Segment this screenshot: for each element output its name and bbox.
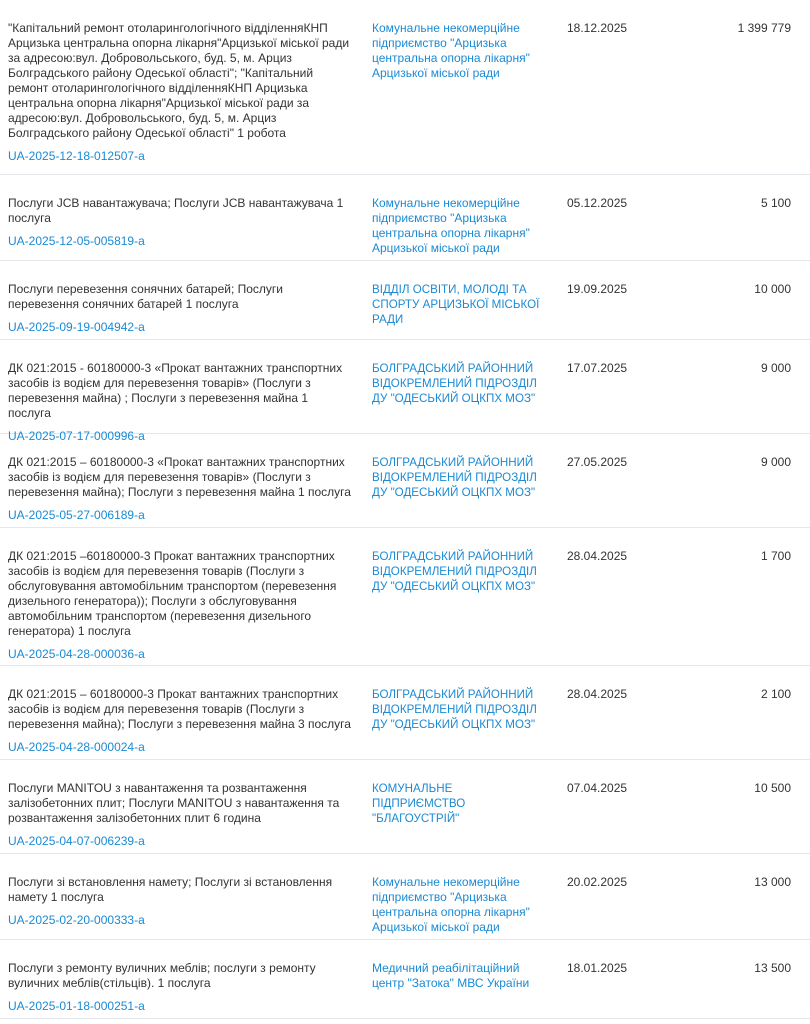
- tender-organization-link[interactable]: ВІДДІЛ ОСВІТИ, МОЛОДІ ТА СПОРТУ АРЦИЗЬКОЇ МІСЬКОЇ РАДИ: [372, 283, 540, 326]
- tender-description-cell: [8, 781, 353, 849]
- tender-date: 27.05.2025: [567, 455, 628, 469]
- table-row: [0, 940, 810, 1019]
- tender-date: 28.04.2025: [567, 549, 628, 563]
- tender-description: Послуги з ремонту вуличних меблів; послуги з ремонту вуличних меблів(стільців). 1 послуга: [8, 961, 316, 990]
- tender-description-cell: [8, 875, 353, 928]
- tender-date: 19.09.2025: [567, 282, 628, 296]
- tender-description: Послуги перевезення сонячних батарей; Послуги перевезення сонячних батарей 1 послуга: [8, 282, 284, 311]
- tender-organization-link[interactable]: БОЛГРАДСЬКИЙ РАЙОННИЙ ВІДОКРЕМЛЕНИЙ ПІДРОЗДІЛ ДУ "ОДЕСЬКИЙ ОЦКПХ МОЗ": [372, 456, 537, 499]
- table-row: [0, 666, 810, 760]
- tender-description-cell: [8, 21, 353, 164]
- tender-description: ДК 021:2015 – 60180000-3 «Прокат вантажних транспортних засобів із водієм для перевезення товарів» (Послуги з перевезення майна); Послуги з перевезення майна 1 послуга: [8, 455, 351, 499]
- tender-date: 20.02.2025: [567, 875, 628, 889]
- tender-description: Послуги MANITOU з навантаження та розвантаження залізобетонних плит; Послуги MANITOU з навантаження та розвантаження залізобетонних плит 6 година: [8, 781, 340, 825]
- tender-organization-link[interactable]: БОЛГРАДСЬКИЙ РАЙОННИЙ ВІДОКРЕМЛЕНИЙ ПІДРОЗДІЛ ДУ "ОДЕСЬКИЙ ОЦКПХ МОЗ": [372, 550, 537, 593]
- tender-description: "Капітальний ремонт отоларингологічного відділенняКНП Арцизька центральна опорна лікарня"Арцизької міської ради за адресою:вул. Добровольського, буд. 5, м. Арциз Болградського району Одеської області"; "Капітальний ремонт отоларингологічного відділенняКНП Арцизька центральна опорна лікарня"Арцизької міської ради за адресою:вул. Добровольського, буд. 5, м. Арциз Болградського району Одеської області" 1 робота: [8, 21, 350, 140]
- tender-date: 28.04.2025: [567, 687, 628, 701]
- table-row: [0, 175, 810, 261]
- tender-amount: 2 100: [760, 687, 791, 701]
- tender-organization-link[interactable]: Комунальне некомерційне підприємство "Арцизька центральна опорна лікарня" Арцизької міської ради: [372, 21, 530, 80]
- tender-description: Послуги JCB навантажувача; Послуги JCB навантажувача 1 послуга: [8, 196, 344, 225]
- tender-id-link[interactable]: UA-2025-12-05-005819-a: [8, 234, 145, 248]
- tender-date: 05.12.2025: [567, 196, 628, 210]
- tender-description-cell: [8, 549, 353, 662]
- tender-description-cell: [8, 196, 353, 249]
- tender-organization-link[interactable]: Медичний реабілітаційний центр "Затока" МВС України: [372, 961, 530, 990]
- tender-id-link[interactable]: UA-2025-04-07-006239-a: [8, 834, 145, 848]
- tender-description-cell: [8, 961, 353, 1014]
- tender-id-link[interactable]: UA-2025-01-18-000251-a: [8, 999, 145, 1013]
- tender-amount: 9 000: [760, 361, 791, 375]
- table-row: [0, 854, 810, 940]
- tender-amount: 10 000: [754, 282, 791, 296]
- tender-amount: 1 700: [760, 549, 791, 563]
- tender-id-link[interactable]: UA-2025-07-17-000996-a: [8, 429, 145, 443]
- tender-amount: 13 000: [754, 875, 791, 889]
- tender-description: ДК 021:2015 – 60180000-3 Прокат вантажних транспортних засобів із водієм для перевезення товарів (Послуги з перевезення майна); Послуги з перевезення майна 3 послуга: [8, 687, 351, 731]
- tender-date: 18.01.2025: [567, 961, 628, 975]
- tender-amount: 1 399 779: [737, 21, 791, 35]
- tender-id-link[interactable]: UA-2025-05-27-006189-a: [8, 508, 145, 522]
- tender-organization-link[interactable]: БОЛГРАДСЬКИЙ РАЙОННИЙ ВІДОКРЕМЛЕНИЙ ПІДРОЗДІЛ ДУ "ОДЕСЬКИЙ ОЦКПХ МОЗ": [372, 362, 537, 405]
- tender-description: Послуги зі встановлення намету; Послуги зі встановлення намету 1 послуга: [8, 875, 333, 904]
- tender-id-link[interactable]: UA-2025-09-19-004942-a: [8, 320, 145, 334]
- tender-organization-link[interactable]: Комунальне некомерційне підприємство "Арцизька центральна опорна лікарня" Арцизької міської ради: [372, 196, 530, 255]
- tender-description-cell: [8, 361, 353, 444]
- table-row: [0, 434, 810, 528]
- tender-description-cell: [8, 455, 353, 523]
- tender-id-link[interactable]: UA-2025-04-28-000036-a: [8, 647, 145, 661]
- tender-date: 17.07.2025: [567, 361, 628, 375]
- tender-id-link[interactable]: UA-2025-02-20-000333-a: [8, 913, 145, 927]
- tender-date: 18.12.2025: [567, 21, 628, 35]
- table-row: [0, 0, 810, 175]
- tender-id-link[interactable]: UA-2025-04-28-000024-a: [8, 740, 145, 754]
- tender-description-cell: [8, 282, 353, 335]
- tender-organization-link[interactable]: БОЛГРАДСЬКИЙ РАЙОННИЙ ВІДОКРЕМЛЕНИЙ ПІДРОЗДІЛ ДУ "ОДЕСЬКИЙ ОЦКПХ МОЗ": [372, 688, 537, 731]
- tender-amount: 13 500: [754, 961, 791, 975]
- tender-organization-link[interactable]: Комунальне некомерційне підприємство "Арцизька центральна опорна лікарня" Арцизької міської ради: [372, 875, 530, 934]
- tender-description: ДК 021:2015 - 60180000-3 «Прокат вантажних транспортних засобів із водієм для перевезення товарів» (Послуги з перевезення майна) ; Послуги з перевезення майна 1 послуга: [8, 361, 343, 420]
- tender-id-link[interactable]: UA-2025-12-18-012507-a: [8, 149, 145, 163]
- table-row: [0, 340, 810, 443]
- table-row: [0, 261, 810, 340]
- tender-amount: 5 100: [760, 196, 791, 210]
- tender-organization-link[interactable]: КОМУНАЛЬНЕ ПІДПРИЄМСТВО "БЛАГОУСТРІЙ": [372, 782, 466, 825]
- tender-amount: 10 500: [754, 781, 791, 795]
- tender-description: ДК 021:2015 –60180000-3 Прокат вантажних транспортних засобів із водієм для перевезення товарів (Послуги з обслуговування автомобільним транспортом (перевезення дизельного генератора)); Послуги з обслуговування автомобільним транспортом (перевезення дизельного генератора) 1 послуга: [8, 549, 337, 638]
- table-row: [0, 760, 810, 854]
- table-row: [0, 528, 810, 666]
- tender-date: 07.04.2025: [567, 781, 628, 795]
- tender-description-cell: [8, 687, 353, 755]
- tender-amount: 9 000: [760, 455, 791, 469]
